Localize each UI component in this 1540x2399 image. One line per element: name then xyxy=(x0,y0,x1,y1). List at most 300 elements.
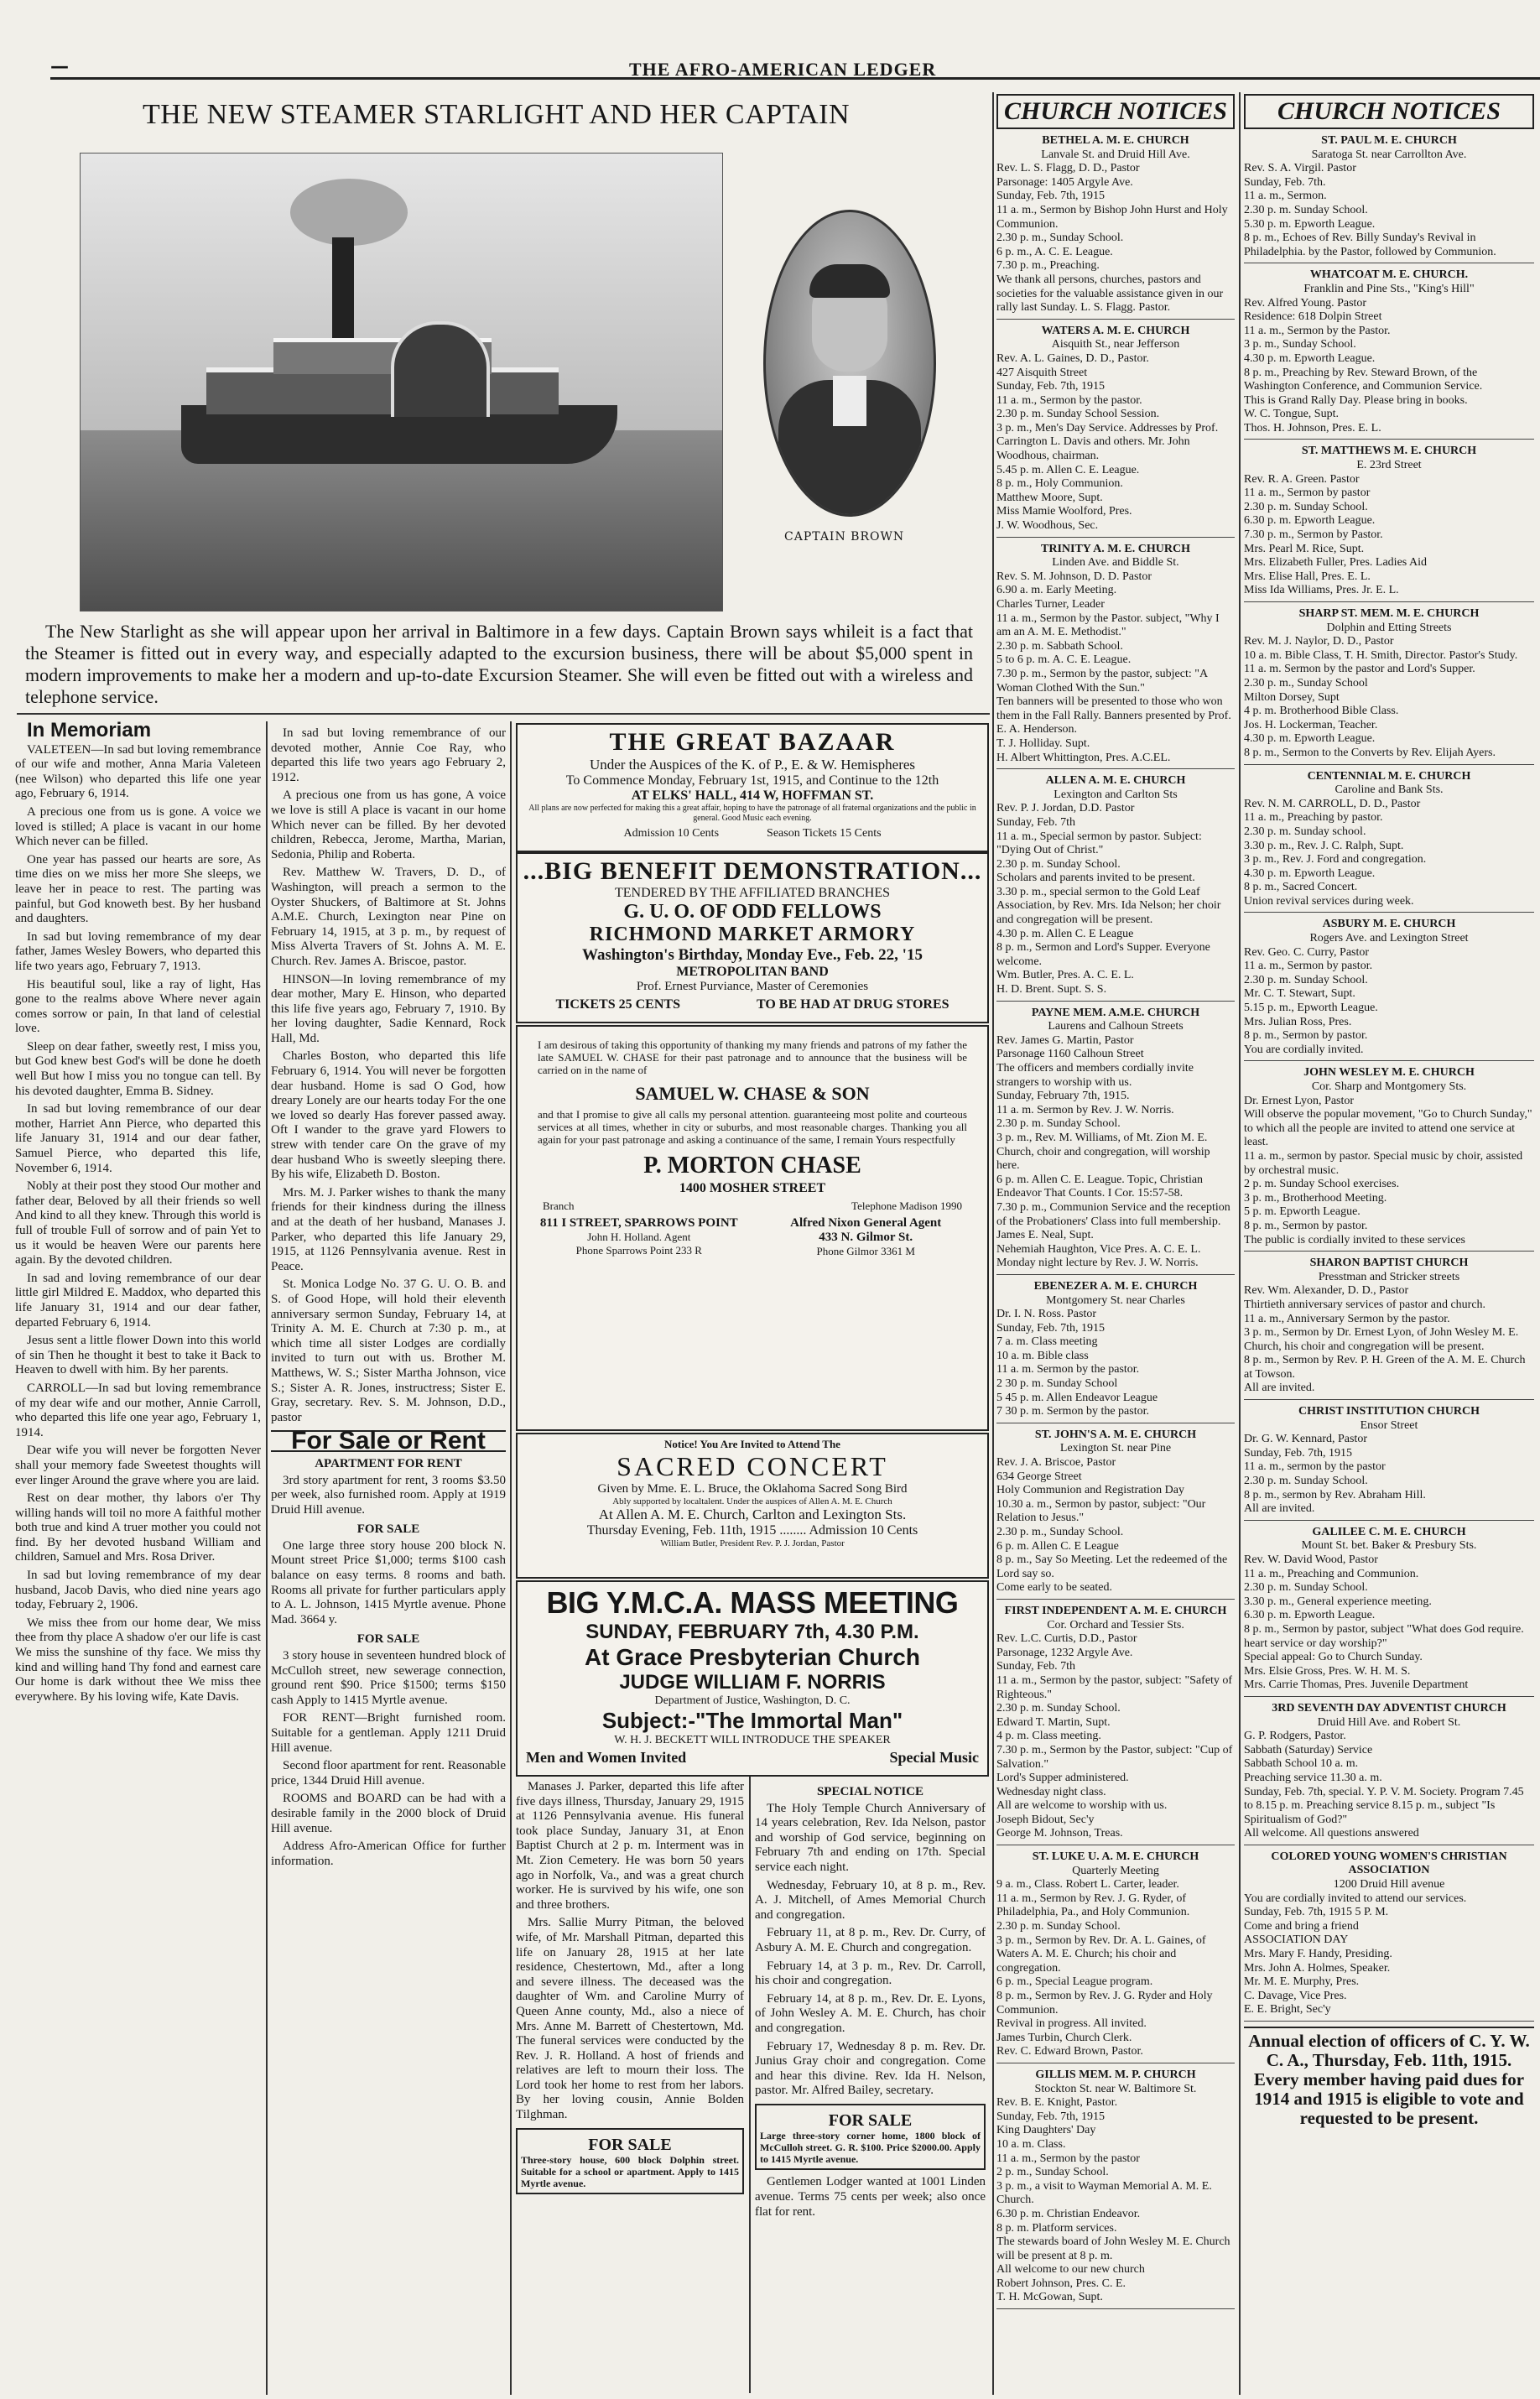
church-service-line: 5.45 p. m. Allen C. E. League. xyxy=(996,463,1140,476)
memoriam-title: In Memoriam xyxy=(27,720,152,742)
church-notice xyxy=(1244,1850,1534,2022)
church-service-line: Rev. James G. Martin, Pastor xyxy=(996,1033,1134,1047)
agent-phone: Phone Gilmor 3361 M xyxy=(816,1245,915,1257)
church-address: Dolphin and Etting Streets xyxy=(1326,621,1452,634)
church-service-line: 3 p. m., Men's Day Service. Addresses by Prof. Carrington L. Davis and others. Mr. John Woodhous, chairman. xyxy=(996,421,1219,463)
church-service-line: All are invited. xyxy=(1244,1502,1315,1516)
church-service-line: Will observe the popular movement, "Go to Church Sunday," to which all the people are invited to attend one service at least. xyxy=(1244,1108,1532,1149)
church-service-line: 7.30 p. m., Communion Service and the reception of the Probationers' Class into full membership. xyxy=(996,1200,1230,1228)
church-service-line: 5 45 p. m. Allen Endeavor League xyxy=(996,1391,1158,1404)
church-service-line: 6.30 p. m. Christian Endeavor. xyxy=(996,2207,1141,2220)
church-service-line: Come early to be seated. xyxy=(996,1581,1113,1595)
church-service-line: 8 p. m. Platform services. xyxy=(996,2221,1117,2235)
church-service-line: 11 a. m., Sermon by Rev. J. G. Ryder, of Philadelphia, Pa., and Holy Communion. xyxy=(996,1892,1190,1919)
church-service-line: Sunday, Feb. 7th, special. Y. P. V. M. Society. Program 7.45 to 8.15 p. m. Preaching service 8.15 p. m., subject "Is Spiritualism of God?" xyxy=(1244,1785,1524,1826)
church-service-line: The public is cordially invited to these services xyxy=(1244,1233,1465,1246)
church-service-line: Rev. Geo. C. Curry, Pastor xyxy=(1244,945,1370,959)
benefit-line: TENDERED BY THE AFFILIATED BRANCHES xyxy=(614,886,890,900)
notice-entry: St. Monica Lodge No. 37 G. U. O. B. and S. of Good Hope, will hold their eleventh anniversary sermon Sunday, February 14, at Trinity A. M. E. Church at 7:30 p. m., at which time all sister Lodges are cordially invited to turn out with us. Brother M. Matthews, W. S.; Sister Martha Johnson, vice S.; Sister A. R. Jones, instructress; Sister E. Gray, secretary. Rev. S. M. Johnson, D.D., pastor xyxy=(271,1278,506,1424)
concert-title: SACRED CONCERT xyxy=(617,1451,888,1481)
church-service-line: Monday night lecture by Rev. J. W. Norris. xyxy=(996,1257,1199,1270)
church-address: Presstman and Stricker streets xyxy=(1318,1270,1460,1283)
captain-portrait xyxy=(763,210,936,517)
ymca-line: Department of Justice, Washington, D. C. xyxy=(654,1694,851,1707)
benefit-line: Washington's Birthday, Monday Eve., Feb. 22, '15 xyxy=(582,946,923,964)
memoriam-entry: His beautiful soul, like a ray of light, Has gone to the realms above Where never again comes sorrow or pain, In that land of celestial love. xyxy=(15,977,261,1036)
church-name: ST. MATTHEWS M. E. CHURCH xyxy=(1301,445,1477,458)
bazaar-line: To Commence Monday, February 1st, 1915, and Continue to the 12th xyxy=(565,773,939,788)
church-service-line: 5 to 6 p. m. A. C. E. League. xyxy=(996,653,1132,667)
church-service-line: 6 p. m. Allen C. E. League. Topic, Christian Endeavor That Counts. I Cor. 15:57-58. xyxy=(996,1173,1204,1200)
sale-text: Address Afro-American Office for further information. xyxy=(271,1840,506,1868)
church-service-line: C. Davage, Vice Pres. xyxy=(1244,1989,1347,2002)
church-service-line: 11 a. m. Sermon by the pastor. xyxy=(996,1363,1140,1376)
church-service-line: Holy Communion and Registration Day xyxy=(996,1484,1184,1497)
church-service-line: Wednesday night class. xyxy=(996,1785,1106,1798)
branch-agent: John H. Holland. Agent xyxy=(587,1231,691,1243)
church-name: SHARP ST. MEM. M. E. CHURCH xyxy=(1298,607,1480,620)
church-notice xyxy=(1244,1405,1534,1521)
church-notice xyxy=(996,774,1235,1002)
memoriam-entry: VALETEEN—In sad but loving remembrance of our wife and mother, Anna Maria Valeteen (nee Wilson) who departed this life one year ago, February 6, 1914. xyxy=(15,742,261,801)
church-address: Linden Ave. and Biddle St. xyxy=(1052,556,1179,570)
church-address: Caroline and Bank Sts. xyxy=(1334,783,1444,797)
church-notice xyxy=(1244,1257,1534,1400)
church-service-line: Rev. R. A. Green. Pastor xyxy=(1244,472,1360,486)
church-service-line: Sabbath (Saturday) Service xyxy=(1244,1743,1373,1756)
church-service-line: 4.30 p. m. Epworth League. xyxy=(1244,866,1376,880)
church-service-line: Rev. S. A. Virgil. Pastor xyxy=(1244,162,1356,175)
memoriam-entry: In sad but loving remembrance of my dear father, James Wesley Bowers, who departed this life two years ago, February 7, 1913. xyxy=(15,929,261,973)
church-service-line: 3 p. m., Sermon by Rev. Dr. A. L. Gaines, of Waters A. M. E. Church; his choir and congregation. xyxy=(996,1933,1206,1975)
church-service-line: Special appeal: Go to Church Sunday. xyxy=(1244,1651,1423,1664)
church-service-line: James Turbin, Church Clerk. xyxy=(996,2031,1132,2044)
church-service-line: Revival in progress. All invited. xyxy=(996,2017,1147,2031)
special-notice-title: SPECIAL NOTICE xyxy=(816,1785,924,1798)
chase-business-name: SAMUEL W. CHASE & SON xyxy=(635,1083,870,1104)
church-name: 3RD SEVENTH DAY ADVENTIST CHURCH xyxy=(1272,1701,1506,1715)
church-service-line: You are cordially invited to attend our services. xyxy=(1244,1892,1467,1905)
church-service-line: Rev. Wm. Alexander, D. D., Pastor xyxy=(1244,1284,1409,1298)
church-service-line: Rev. M. J. Naylor, D. D., Pastor xyxy=(1244,635,1394,648)
memoriam-column-1 xyxy=(15,720,261,2393)
branch-address: 811 I STREET, SPARROWS POINT xyxy=(539,1216,738,1230)
memoriam-entry: One year has passed our hearts are sore, As time dies on we miss her more She sleeps, we leave her in peace to rest. The parting was painful, but God knoweth best. By her husband and daughters. xyxy=(15,852,261,926)
church-service-line: 8 p. m., Sermon by pastor, subject "What does God require. heart service or day worship?" xyxy=(1244,1622,1524,1650)
church-service-line: 11 a. m., Preaching and Communion. xyxy=(1244,1567,1419,1580)
concert-line: At Allen A. M. E. Church, Carlton and Lexington Sts. xyxy=(598,1507,907,1522)
church-service-line: Rev. P. J. Jordan, D.D. Pastor xyxy=(996,802,1135,815)
church-address: Cor. Orchard and Tessier Sts. xyxy=(1047,1618,1184,1631)
bazaar-line: AT ELKS' HALL, 414 W, HOFFMAN ST. xyxy=(631,788,874,803)
church-service-line: 427 Aisquith Street xyxy=(996,366,1088,379)
church-service-line: Rev. B. E. Knight, Pastor. xyxy=(996,2096,1118,2110)
sale-text: 3rd story apartment for rent, 3 rooms $3.50 per week, also furnished room. Apply at 1919 Druid Hill avenue. xyxy=(271,1473,506,1517)
church-service-line: 3.30 p. m., General experience meeting. xyxy=(1244,1595,1432,1608)
church-service-line: Sunday, Feb. 7th, 1915 xyxy=(996,380,1105,393)
church-service-line: 8 p. m., Sermon by pastor. xyxy=(1244,1219,1368,1232)
sale-text: Second floor apartment for rent. Reasonable price, 1344 Druid Hill avenue. xyxy=(271,1759,506,1788)
memoriam-entry: We miss thee from our home dear, We miss thee from thy place A shadow o'er our life is cast We miss the sunshine of thy face. We miss thy kind and willing hand Thy fond and earnest care Our home is dark without thee We miss thee everywhere. By his loving wife, Kate Davis. xyxy=(15,1616,261,1704)
church-service-line: Rev. C. Edward Brown, Pastor. xyxy=(996,2045,1143,2058)
church-service-line: Rev. L. S. Flagg, D. D., Pastor xyxy=(996,162,1140,175)
church-service-line: Sunday, Feb. 7th, 1915 5 P. M. xyxy=(1244,1906,1389,1919)
church-service-line: 5.15 p. m., Epworth League. xyxy=(1244,1002,1378,1015)
church-name: WATERS A. M. E. CHURCH xyxy=(1041,324,1190,337)
church-notice xyxy=(1244,1066,1534,1252)
church-service-line: 7.30 p. m., Sermon by Pastor. xyxy=(1244,528,1383,542)
concert-line: Ably supported by localtalent. Under the auspices of Allen A. M. E. Church xyxy=(612,1496,892,1507)
church-service-line: Mrs. Julian Ross, Pres. xyxy=(1244,1015,1352,1028)
general-agent: Alfred Nixon General Agent xyxy=(790,1216,942,1230)
church-service-line: Miss Mamie Woolford, Pres. xyxy=(996,505,1132,518)
church-service-line: H. Albert Whittington, Pres. A.C.EL. xyxy=(996,751,1171,764)
church-service-line: Parsonage: 1405 Argyle Ave. xyxy=(996,175,1133,189)
church-notice xyxy=(1244,445,1534,602)
church-service-line: We thank all persons, churches, pastors and societies for the valuable assistance given in our rally last Sunday. L. S. Flagg. Pastor. xyxy=(996,273,1224,315)
church-service-line: Come and bring a friend xyxy=(1244,1919,1359,1933)
memoriam-column-2 xyxy=(271,726,506,2391)
church-name: ST. LUKE U. A. M. E. CHURCH xyxy=(1032,1850,1199,1864)
church-service-line: 7.30 p. m., Preaching. xyxy=(996,259,1100,273)
church-service-line: 634 George Street xyxy=(996,1470,1082,1483)
church-address: Rogers Ave. and Lexington Street xyxy=(1309,932,1469,945)
church-service-line: 2.30 p. m., Sunday School. xyxy=(996,1526,1124,1538)
church-service-line: All are invited. xyxy=(1244,1382,1315,1395)
masthead xyxy=(50,55,1540,80)
church-name: CHRIST INSTITUTION CHURCH xyxy=(1298,1405,1480,1418)
benefit-tickets: TICKETS 25 CENTS xyxy=(555,997,680,1012)
church-service-line: W. C. Tongue, Supt. xyxy=(1244,408,1339,421)
sale-heading: FOR SALE xyxy=(356,1522,420,1537)
church-address: Stockton St. near W. Baltimore St. xyxy=(1034,2082,1197,2095)
church-service-line: 6 p. m. Allen C. E League xyxy=(996,1539,1119,1553)
church-service-line: 2 p. m. Sunday School exercises. xyxy=(1244,1178,1400,1191)
church-service-line: Rev. S. M. Johnson, D. D. Pastor xyxy=(996,570,1152,583)
church-service-line: Edward T. Martin, Supt. xyxy=(996,1715,1111,1729)
church-service-line: Thirtieth anniversary services of pastor and church. xyxy=(1244,1298,1486,1311)
church-service-line: All welcome. All questions answered xyxy=(1244,1827,1419,1840)
church-service-line: 6.30 p. m. Epworth League. xyxy=(1244,1609,1376,1622)
church-address: Franklin and Pine Sts., "King's Hill" xyxy=(1303,282,1475,295)
church-address: Lexington St. near Pine xyxy=(1059,1442,1172,1455)
bazaar-line: Under the Auspices of the K. of P., E. & W. Hemispheres xyxy=(589,757,916,773)
church-notice xyxy=(996,2069,1235,2309)
obituary-entry: Manases J. Parker, departed this life after five days illness, Thursday, January 29, 1915 at 1126 Pennsylvania avenue. His funeral took place Sunday, January 31, at Enon Baptist Church at 2 p. m. Interment was in Mt. Zion Cemetery. He was born 50 years ago in Norfolk, Va., and was a great church worker. He is survived by his wife, one son and three brothers. xyxy=(516,1780,744,1912)
chase-body: and that I promise to give all calls my personal attention. guaranteeing most polite and courteous services at all times, whether in city or suburbs, and most reasonable charges. Thanking you all again for your past patronage and asking a continuance of the same, I remain Yours respectfully xyxy=(538,1108,967,1146)
church-notice xyxy=(996,543,1235,770)
church-service-line: All are welcome to worship with us. xyxy=(996,1799,1168,1813)
church-service-line: Ten banners will be presented to those who won them in the Fall Rally. Banners presented by Prof. E. A. Henderson. xyxy=(996,695,1231,736)
church-service-line: 4 p. m. Class meeting. xyxy=(996,1730,1101,1743)
church-service-line: 11 a. m., Sermon by the Pastor. xyxy=(1244,324,1391,337)
church-service-line: Parsonage 1160 Calhoun Street xyxy=(996,1048,1144,1061)
notice-line: Wednesday, February 10, at 8 p. m., Rev. A. J. Mitchell, of Ames Memorial Church and congregation. xyxy=(755,1878,986,1922)
church-notice xyxy=(996,134,1235,320)
church-name: PAYNE MEM. A.M.E. CHURCH xyxy=(1031,1006,1200,1019)
church-name: JOHN WESLEY M. E. CHURCH xyxy=(1303,1066,1475,1080)
church-service-line: 11 a. m., Sermon by pastor xyxy=(1244,487,1371,500)
church-service-line: Miss Ida Williams, Pres. Jr. E. L. xyxy=(1244,584,1399,597)
memoriam-entry: HINSON—In loving remembrance of my dear mother, Mary E. Hinson, who departed this life five years ago, February 7, 1910. By her loving daughter, Sadie Kennard, Rock Hall, Md. xyxy=(271,972,506,1045)
church-service-line: 2.30 p. m., Sunday School. xyxy=(996,232,1124,245)
church-service-line: Dr. G. W. Kennard, Pastor xyxy=(1244,1433,1367,1446)
church-service-line: 8 p. m., Echoes of Rev. Billy Sunday's Revival in Philadelphia. by the Pastor, followed by Communion. xyxy=(1244,232,1496,258)
church-name: FIRST INDEPENDENT A. M. E. CHURCH xyxy=(1004,1604,1227,1617)
church-service-line: 6 p. m., A. C. E. League. xyxy=(996,245,1113,258)
church-service-line: Rev. A. L. Gaines, D. D., Pastor. xyxy=(996,351,1149,365)
church-name: GALILEE C. M. E. CHURCH xyxy=(1312,1525,1466,1538)
church-service-line: 11 a. m., sermon by pastor. Special music by choir, assisted by orchestral music. xyxy=(1244,1149,1523,1177)
ymca-music: Special Music xyxy=(889,1749,979,1766)
church-service-line: 11 a. m., Preaching by pastor. xyxy=(1244,811,1383,825)
church-notice xyxy=(1244,134,1534,263)
church-address: Cor. Sharp and Montgomery Sts. xyxy=(1311,1080,1467,1093)
church-service-line: Sabbath School 10 a. m. xyxy=(1244,1757,1359,1771)
church-service-line: Rev. L.C. Curtis, D.D., Pastor xyxy=(996,1632,1137,1646)
newspaper-title: THE AFRO-AMERICAN LEDGER xyxy=(629,59,937,80)
church-service-line: 7 30 p. m. Sermon by the pastor. xyxy=(996,1405,1149,1418)
church-notice xyxy=(996,325,1235,538)
sale-box xyxy=(755,2104,986,2171)
church-service-line: 6.90 a. m. Early Meeting. xyxy=(996,584,1117,597)
church-service-line: 6 p. m., Special League program. xyxy=(996,1975,1153,1989)
church-notices-title: CHURCH NOTICES xyxy=(996,94,1235,129)
memoriam-entry: In sad and loving remembrance of our dear little girl Mildred E. Maddox, who departed this life January 31, 1914 and our dear father, departed February 6, 1914. xyxy=(15,1271,261,1330)
church-notice xyxy=(1244,268,1534,440)
church-service-line: 8 p. m., Sermon and Lord's Supper. Everyone welcome. xyxy=(996,941,1210,968)
ymca-invite: Men and Women Invited xyxy=(526,1749,687,1766)
lodger-notice: Gentlemen Lodger wanted at 1001 Linden avenue. Terms 75 cents per week; also once flat for rent. xyxy=(755,2175,986,2219)
concert-line: Thursday Evening, Feb. 11th, 1915 ........ Admission 10 Cents xyxy=(586,1523,918,1538)
church-service-line: This is Grand Rally Day. Please bring in books. xyxy=(1244,393,1468,407)
church-service-line: G. P. Rodgers, Pastor. xyxy=(1244,1730,1346,1743)
concert-ad xyxy=(516,1433,989,1579)
church-service-line: 2.30 p. m. Sunday School. xyxy=(996,1702,1121,1715)
church-service-line: 10 a. m. Class. xyxy=(996,2137,1066,2151)
chase-proprietor: P. MORTON CHASE xyxy=(643,1153,861,1179)
church-service-line: Mrs. John A. Holmes, Speaker. xyxy=(1244,1961,1391,1975)
church-address: Lanvale St. and Druid Hill Ave. xyxy=(1041,148,1190,161)
obituary-column xyxy=(516,1780,744,2392)
church-service-line: T. J. Holliday. Supt. xyxy=(996,736,1090,750)
memoriam-entry: In sad but loving remembrance of my dear husband, Jacob Davis, who died nine years ago today, February 2, 1906. xyxy=(15,1569,261,1612)
church-service-line: Dr. Ernest Lyon, Pastor xyxy=(1244,1094,1355,1107)
church-service-line: 2.30 p. m. Sunday school. xyxy=(1244,825,1366,838)
church-service-line: 11 a. m., Sermon by the Pastor. subject, "Why I am an A. M. E. Methodist." xyxy=(996,611,1220,639)
church-service-line: E. E. Bright, Sec'y xyxy=(1244,2003,1331,2017)
memoriam-entry: Charles Boston, who departed this life February 6, 1914. You will never be forgotten dear husband. Home is sad O God, how dreary Lonely are our hearts today For the one we loved so dearly Has forever passed away. Oft I wander to the grave yard Flowers to strew with tender care On the grave of my dear husband Who is sweetly sleeping there. By his wife, Elizabeth D. Boston. xyxy=(271,1049,506,1182)
chase-branch-label: Branch xyxy=(543,1200,575,1212)
sale-text: One large three story house 200 block N. Mount street Price $1,000; terms $100 cash balance on easy terms. 8 rooms and bath. Rooms all private for further particulars apply to A. L. Johnson, 1415 Myrtle avenue. Phone Mad. 3664 y. xyxy=(271,1538,506,1626)
church-service-line: 3 p. m., a visit to Wayman Memorial A. M. E. Church. xyxy=(996,2179,1212,2207)
church-service-line: Joseph Bidout, Sec'y xyxy=(996,1813,1095,1826)
ymca-subject: Subject:-"The Immortal Man" xyxy=(601,1708,903,1733)
church-service-line: 3 p. m., Sunday School. xyxy=(1244,338,1356,351)
obituary-entry: Mrs. Sallie Murry Pitman, the beloved wife, of Mr. Marshall Pitman, departed this life on January 28, 1915 at her late residence, Chestertown, Md., after a long and severe illness. The deceased was the daughter of Wm. and Caroline Murry of Queen Anne county, Md., also a niece of Mrs. Anne M. Barrett of Chestertown, Md. The funeral services were conducted by the Rev. J. R. Holland. A host of friends and relatives are left to mourn their loss. The Lord took her home to rest from her labors. By her loving cousin, Annie Bolden Tilghman. xyxy=(516,1916,744,2122)
church-address: Aisquith St., near Jefferson xyxy=(1051,338,1180,351)
church-service-line: Dr. I. N. Ross. Pastor xyxy=(996,1308,1097,1321)
church-service-line: Rev. N. M. CARROLL, D. D., Pastor xyxy=(1244,797,1421,810)
church-service-line: 11 a. m., Sermon by Bishop John Hurst and Holy Communion. xyxy=(996,203,1228,231)
ymca-ad xyxy=(516,1580,989,1777)
church-service-line: 11 a. m., Sermon by the pastor xyxy=(996,2152,1140,2165)
church-name: ST. PAUL M. E. CHURCH xyxy=(1321,134,1457,147)
church-service-line: 4.30 p. m. Allen C. E League xyxy=(996,927,1134,940)
church-service-line: George M. Johnson, Treas. xyxy=(996,1827,1123,1840)
church-service-line: 2.30 p. m. Sunday School. xyxy=(1244,973,1368,986)
benefit-line: Prof. Ernest Purviance, Master of Ceremonies xyxy=(636,980,869,993)
church-service-line: Residence: 618 Dolpin Street xyxy=(1244,310,1382,324)
church-service-line: 11 a. m., Sermon. xyxy=(1244,190,1327,203)
memoriam-entry: CARROLL—In sad but loving remembrance of my dear wife and our mother, Annie Carroll, who departed this life one year ago, February 1, 1914. xyxy=(15,1381,261,1439)
church-service-line: Jos. H. Lockerman, Teacher. xyxy=(1244,718,1378,731)
church-notices-column-1 xyxy=(996,94,1235,2395)
church-service-line: 2.30 p. m. Sunday School. xyxy=(996,1117,1121,1131)
steamer-photo xyxy=(80,153,723,611)
church-name: WHATCOAT M. E. CHURCH. xyxy=(1309,268,1469,282)
benefit-drugstores: TO BE HAD AT DRUG STORES xyxy=(756,997,949,1012)
church-service-line: 11 a. m., Special sermon by pastor. Subject: "Dying Out of Christ." xyxy=(996,830,1202,857)
chase-phone: Telephone Madison 1990 xyxy=(851,1200,962,1212)
church-address: Saratoga St. near Carrollton Ave. xyxy=(1311,148,1467,161)
church-name: CENTENNIAL M. E. CHURCH xyxy=(1307,769,1471,783)
benefit-line: RICHMOND MARKET ARMORY xyxy=(589,924,916,945)
church-service-line: 2.30 p. m. Sunday School Session. xyxy=(996,408,1160,421)
church-service-line: Mr. M. E. Murphy, Pres. xyxy=(1244,1975,1360,1989)
church-service-line: Matthew Moore, Supt. xyxy=(996,491,1103,504)
bazaar-ad xyxy=(516,723,989,852)
church-service-line: 3.30 p. m., special sermon to the Gold Leaf Association, by Rev. Mrs. Ida Nelson; her choir and congregation will be present. xyxy=(996,885,1221,927)
ymca-speaker: JUDGE WILLIAM F. NORRIS xyxy=(619,1671,886,1694)
chase-intro: I am desirous of taking this opportunity of thanking my many friends and patrons of my father the late SAMUEL W. CHASE for their past patronage and to announce that the business will be carried on in the name of xyxy=(538,1038,967,1076)
notice-line: February 11, at 8 p. m., Rev. Dr. Curry, of Asbury A. M. E. Church and congregation. xyxy=(755,1926,986,1954)
church-service-line: Nehemiah Haughton, Vice Pres. A. C. E. L. xyxy=(996,1242,1201,1256)
church-service-line: 2.30 p. m. Sabbath School. xyxy=(996,639,1123,653)
church-service-line: 5.30 p. m. Epworth League. xyxy=(1244,217,1376,231)
church-address: Lexington and Carlton Sts xyxy=(1054,788,1178,801)
church-service-line: Sunday, February 7th, 1915. xyxy=(996,1090,1130,1103)
memoriam-entry: Sleep on dear father, sweetly rest, I miss you, but God knew best God's will be done he doeth well But how I miss you no tongue can tell. By his devoted daughter, Emma B. Sidney. xyxy=(15,1039,261,1098)
church-notice xyxy=(1244,918,1534,1061)
sale-heading: FOR SALE xyxy=(356,1632,420,1647)
church-service-line: Rev. J. A. Briscoe, Pastor xyxy=(996,1456,1116,1470)
feature-headline: THE NEW STEAMER STARLIGHT AND HER CAPTAIN xyxy=(143,99,851,130)
church-service-line: 11 a. m., sermon by the pastor xyxy=(1244,1460,1386,1474)
church-service-line: 10 a. m. Bible class xyxy=(996,1349,1089,1362)
page-mark: — xyxy=(50,55,69,77)
church-notice xyxy=(996,1280,1235,1423)
church-service-line: Sunday, Feb. 7th, 1915 xyxy=(1244,1446,1352,1460)
sale-text: FOR RENT—Bright furnished room. Suitable for a gentleman. Apply 1211 Druid Hill avenue. xyxy=(271,1711,506,1755)
church-service-line: Milton Dorsey, Supt xyxy=(1244,690,1340,704)
sale-text: Three-story house, 600 block Dolphin street. Suitable for a school or apartment. Apply to 1415 Myrtle avenue. xyxy=(521,2154,739,2190)
memoriam-entry: A precious one from us is gone. A voice we loved is stilled; A place is vacant in our home Which never can be filled. xyxy=(15,804,261,849)
church-service-line: The officers and members cordially invite strangers to worship with us. xyxy=(996,1062,1194,1089)
church-service-line: Preaching service 11.30 a. m. xyxy=(1244,1771,1382,1784)
church-service-line: 3 p. m., Rev. J. Ford and congregation. xyxy=(1244,853,1427,866)
church-service-line: 8 p. m., Sacred Concert. xyxy=(1244,881,1358,894)
concert-notice: Notice! You Are Invited to Attend The xyxy=(664,1438,840,1450)
church-name: ALLEN A. M. E. CHURCH xyxy=(1045,774,1186,788)
church-name: ST. JOHN'S A. M. E. CHURCH xyxy=(1034,1428,1197,1441)
church-address: 1200 Druid Hill avenue xyxy=(1333,1878,1445,1892)
church-service-line: Mrs. Mary F. Handy, Presiding. xyxy=(1244,1948,1392,1961)
ymca-line: SUNDAY, FEBRUARY 7th, 4.30 P.M. xyxy=(585,1621,919,1643)
notice-line: February 14, at 8 p. m., Rev. Dr. E. Lyons, of John Wesley A. M. E. Church, has choir and congregation. xyxy=(755,1991,986,2035)
bazaar-season: Season Tickets 15 Cents xyxy=(767,827,882,840)
church-service-line: 11 a. m. Sermon by the pastor and Lord's Supper. xyxy=(1244,663,1475,676)
notice-entry: Mrs. M. J. Parker wishes to thank the many friends for their kindness during the illness and at the death of her husband, Manases J. Parker, who departed this life January 29, 1915, at 1126 Pennsylvania avenue. Rest in Peace. xyxy=(271,1185,506,1273)
church-service-line: 4 p. m. Brotherhood Bible Class. xyxy=(1244,705,1399,718)
church-notice xyxy=(996,1007,1235,1275)
concert-line: William Butler, President Rev. P. J. Jordan, Pastor xyxy=(660,1538,845,1548)
church-service-line: 7 a. m. Class meeting xyxy=(996,1335,1098,1349)
memoriam-entry: Dear wife you will never be forgotten Never shall your memory fade Sweetest thoughts will ever linger Around the grave where you are laid. xyxy=(15,1444,261,1487)
chase-ad xyxy=(516,1025,989,1431)
church-service-line: Robert Johnson, Pres. C. E. xyxy=(996,2277,1126,2290)
bazaar-line: All plans are now perfected for making this a great affair, hoping to have the patronage of all fraternal organizations and the public in general. Good Music each evening. xyxy=(528,804,976,823)
church-service-line: 3 p. m., Rev. M. Williams, of Mt. Zion M. E. Church, choir and congregation, will worship here. xyxy=(996,1131,1210,1173)
church-service-line: Rev. Alfred Young. Pastor xyxy=(1244,296,1367,310)
church-service-line: Sunday, Feb. 7th xyxy=(996,815,1075,829)
church-service-line: Sunday, Feb. 7th, 1915 xyxy=(996,190,1105,203)
church-service-line: James E. Neal, Supt. xyxy=(996,1229,1094,1242)
church-service-line: Sunday, Feb. 7th, 1915 xyxy=(996,2110,1105,2123)
ywca-election-notice: Annual election of officers of C. Y. W. C. A., Thursday, Feb. 11th, 1915. Every member having paid dues for 1914 and 1915 is eligible to vote and requested to be present. xyxy=(1244,2027,1534,2128)
church-name: GILLIS MEM. M. P. CHURCH xyxy=(1035,2068,1196,2081)
church-service-line: Charles Turner, Leader xyxy=(996,598,1105,611)
church-service-line: 2.30 p. m. Sunday School. xyxy=(1244,1581,1368,1595)
sale-text: ROOMS and BOARD can be had with a desirable family in the 2000 block of Druid Hill avenue. xyxy=(271,1792,506,1835)
church-service-line: 8 p. m., Sermon by Rev. P. H. Green of the A. M. E. Church at Towson. xyxy=(1244,1354,1526,1381)
church-service-line: 8 p. m., Preaching by Rev. Steward Brown, of the Washington Conference, and Communion Service. xyxy=(1244,366,1483,393)
church-name: EBENEZER A. M. E. CHURCH xyxy=(1033,1279,1198,1293)
church-name: ASBURY M. E. CHURCH xyxy=(1322,918,1456,931)
church-service-line: You are cordially invited. xyxy=(1244,1043,1364,1056)
church-service-line: 2.30 p. m. Sunday School. xyxy=(996,1920,1121,1933)
feature-story: The New Starlight as she will appear upon her arrival in Baltimore in a few days. Captain Brown says whileit is a fact that the Steamer is fitted out in every way, and especially adapted to the excursion business, there will be about $5,000 spent in modern improvements to make her a modern and up-to-date Excursion Steamer. She will even be fitted out with a wireless and telephone service. xyxy=(25,621,973,707)
church-service-line: 4.30 p. m. Epworth League. xyxy=(1244,732,1376,746)
church-notice xyxy=(1244,1702,1534,1845)
benefit-line: G. U. O. OF ODD FELLOWS xyxy=(623,901,882,923)
church-service-line: Mrs. Elizabeth Fuller, Pres. Ladies Aid xyxy=(1244,556,1427,570)
church-service-line: 11 a. m., Anniversary Sermon by the pastor. xyxy=(1244,1312,1450,1325)
church-service-line: 2.30 p. m. Sunday School. xyxy=(996,857,1121,871)
church-service-line: 10.30 a. m., Sermon by pastor, subject: "Our Relation to Jesus." xyxy=(996,1497,1206,1525)
church-service-line: Parsonage, 1232 Argyle Ave. xyxy=(996,1646,1133,1659)
church-service-line: 2 p. m., Sunday School. xyxy=(996,2166,1109,2179)
sale-heading: APARTMENT FOR RENT xyxy=(315,1456,462,1470)
church-service-line: 4.30 p. m. Epworth League. xyxy=(1244,351,1376,365)
church-address: E. 23rd Street xyxy=(1356,459,1422,472)
church-service-line: J. W. Woodhous, Sec. xyxy=(996,519,1099,533)
church-name: COLORED YOUNG WOMEN'S CHRISTIAN ASSOCIATION xyxy=(1271,1850,1507,1877)
church-address: Montgomery St. near Charles xyxy=(1046,1293,1185,1307)
church-service-line: Wm. Butler, Pres. A. C. E. L. xyxy=(996,969,1134,982)
church-service-line: Union revival services during week. xyxy=(1244,894,1414,908)
church-service-line: Rev. W. David Wood, Pastor xyxy=(1244,1553,1378,1566)
sale-heading: FOR SALE xyxy=(828,2110,913,2130)
church-service-line: Mrs. Carrie Thomas, Pres. Juvenile Department xyxy=(1244,1678,1469,1692)
memoriam-entry: A precious one from us has gone, A voice we love is still A place is vacant in our home Which never can be filled. By her devoted children, Rebecca, Jerome, Martha, Marian, Sedonia, Philip and Roberta. xyxy=(271,788,506,861)
church-service-line: 8 p. m., sermon by Rev. Abraham Hill. xyxy=(1244,1488,1426,1501)
church-notice xyxy=(1244,607,1534,765)
church-service-line: 8 p. m., Sermon by pastor. xyxy=(1244,1029,1368,1043)
for-sale-title: For Sale or Rent xyxy=(291,1427,486,1455)
memoriam-entry: Jesus sent a little flower Down into this world of sin Then he thought it best to take it Back to Heaven to dwell with him. By her parents. xyxy=(15,1334,261,1377)
church-service-line: King Daughters' Day xyxy=(996,2124,1096,2137)
